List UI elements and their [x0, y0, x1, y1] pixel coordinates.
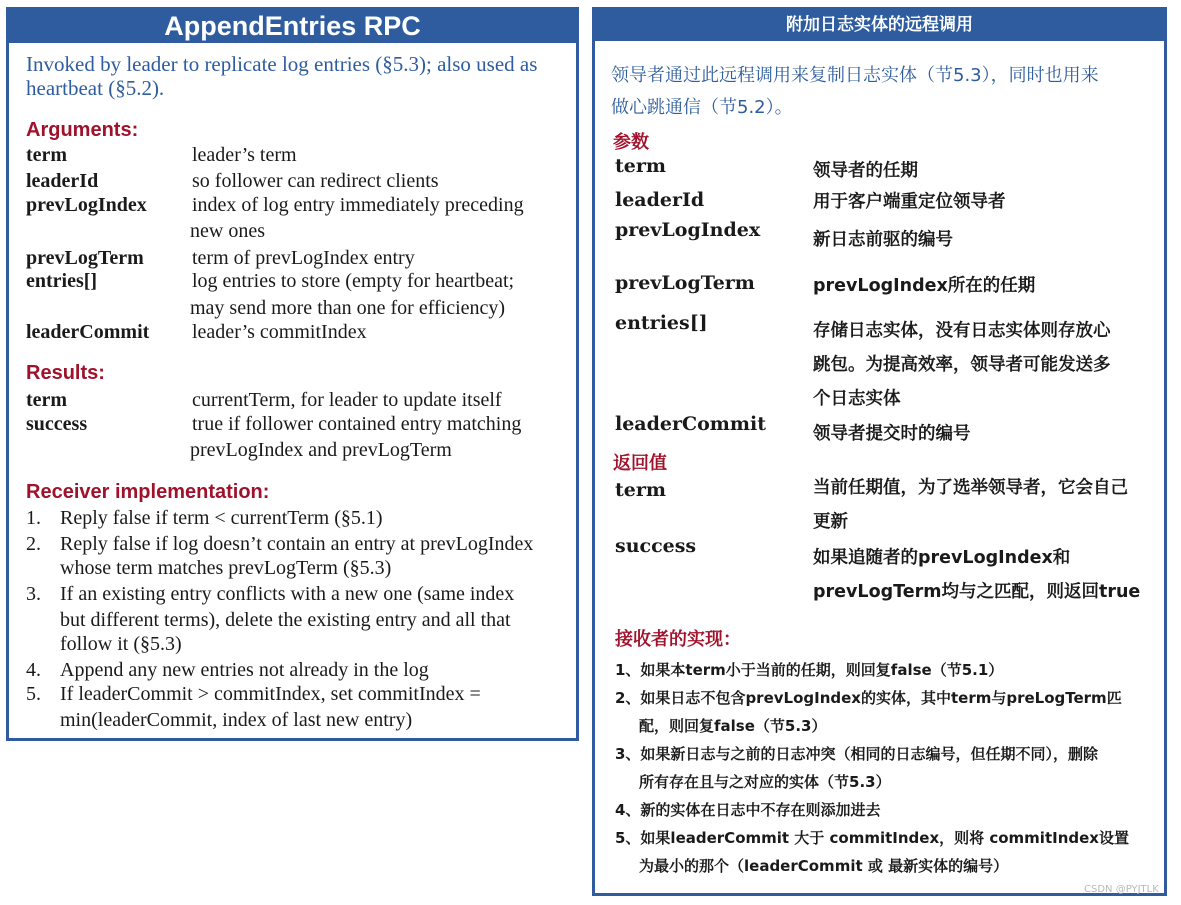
arg-prevlogindex-desc-2: new ones: [190, 220, 265, 242]
step-4-text: 4、新的实体在日志中不存在则添加进去: [615, 801, 881, 819]
arg-leadercommit-desc: leader’s commitIndex: [192, 321, 367, 343]
step-5-text-2: 为最小的那个（leaderCommit 或 最新实体的编号）: [639, 857, 1009, 875]
result-term-name: term: [26, 389, 68, 411]
arg-leadercommit-name: leaderCommit: [615, 413, 766, 435]
intro-line-2: 做心跳通信（节5.2）。: [611, 97, 793, 118]
result-success-desc-1: true if follower contained entry matching: [192, 413, 522, 435]
step-1-text: 1、如果本term小于当前的任期，则回复false（节5.1）: [615, 661, 1004, 679]
arguments-heading: Arguments:: [26, 119, 139, 141]
arguments-heading: 参数: [613, 132, 649, 153]
step-5-number: 5.: [26, 683, 41, 705]
step-2-number: 2.: [26, 533, 41, 555]
intro-line-1: Invoked by leader to replicate log entries (§5.3); also used as: [26, 52, 538, 76]
arg-entries-desc-2: 跳包。为提高效率，领导者可能发送多: [813, 355, 1111, 375]
step-2-text-2: 配，则回复false（节5.3）: [639, 717, 827, 735]
result-term-name: term: [615, 479, 666, 501]
intro-line-1: 领导者通过此远程调用来复制日志实体（节5.3），同时也用来: [611, 65, 1099, 86]
arg-prevlogterm-desc: term of prevLogIndex entry: [192, 247, 415, 269]
arg-term-name: term: [615, 155, 666, 177]
step-5-text-1: If leaderCommit > commitIndex, set commitIndex =: [60, 683, 481, 705]
result-success-desc-2: prevLogIndex and prevLogTerm: [190, 439, 452, 461]
result-success-name: success: [615, 535, 697, 557]
append-entries-chinese-panel: [592, 7, 1167, 896]
step-5-text-2: min(leaderCommit, index of last new entry): [60, 709, 413, 731]
step-3-text-3: follow it (§5.3): [60, 633, 182, 655]
result-success-desc-1: 如果追随者的prevLogIndex和: [813, 548, 1071, 568]
panel-title: AppendEntries RPC: [9, 10, 576, 43]
result-term-desc-1: 当前任期值，为了选举领导者，它会自己: [813, 478, 1128, 498]
step-5-text-1: 5、如果leaderCommit 大于 commitIndex，则将 commitIndex设置: [615, 829, 1129, 847]
arg-leaderid-desc: 用于客户端重定位领导者: [813, 192, 1006, 212]
panel-title: 附加日志实体的远程调用: [595, 10, 1164, 41]
append-entries-english-panel: [6, 7, 579, 741]
step-2-text-1: 2、如果日志不包含prevLogIndex的实体，其中term与preLogTerm匹: [615, 689, 1122, 707]
csdn-watermark: CSDN @PYJTLK: [1084, 884, 1159, 895]
result-success-name: success: [26, 413, 88, 435]
arg-term-name: term: [26, 144, 68, 166]
arg-entries-name: entries[]: [26, 270, 98, 292]
arg-leadercommit-name: leaderCommit: [26, 321, 150, 343]
arg-entries-desc-3: 个日志实体: [813, 389, 901, 409]
arg-prevlogterm-name: prevLogTerm: [615, 272, 755, 294]
result-term-desc-2: 更新: [813, 512, 848, 532]
arg-entries-desc-1: log entries to store (empty for heartbeat;: [192, 270, 515, 292]
results-heading: Results:: [26, 362, 105, 384]
arg-prevlogindex-desc: 新日志前驱的编号: [813, 230, 953, 250]
arg-prevlogindex-name: prevLogIndex: [615, 219, 761, 241]
arg-term-desc: leader’s term: [192, 144, 297, 166]
arg-leaderid-name: leaderId: [26, 170, 99, 192]
step-3-text-1: If an existing entry conflicts with a new one (same index: [60, 583, 515, 605]
arg-leadercommit-desc: 领导者提交时的编号: [813, 424, 971, 444]
arg-entries-desc-1: 存储日志实体，没有日志实体则存放心: [813, 321, 1111, 341]
result-success-desc-2: prevLogTerm均与之匹配，则返回true: [813, 582, 1141, 602]
arg-prevlogindex-name: prevLogIndex: [26, 194, 147, 216]
step-1-number: 1.: [26, 507, 41, 529]
arg-entries-name: entries[]: [615, 312, 708, 334]
step-2-text-1: Reply false if log doesn’t contain an entry at prevLogIndex: [60, 533, 534, 555]
step-3-text-2: but different terms), delete the existing entry and all that: [60, 609, 511, 631]
arg-entries-desc-2: may send more than one for efficiency): [190, 297, 506, 319]
intro-line-2: heartbeat (§5.2).: [26, 76, 165, 100]
arg-leaderid-desc: so follower can redirect clients: [192, 170, 439, 192]
results-heading: 返回值: [613, 453, 667, 474]
step-3-text-2: 所有存在且与之对应的实体（节5.3）: [639, 773, 891, 791]
step-1-text: Reply false if term < currentTerm (§5.1): [60, 507, 383, 529]
step-4-number: 4.: [26, 659, 41, 681]
step-3-text-1: 3、如果新日志与之前的日志冲突（相同的日志编号，但任期不同），删除: [615, 745, 1098, 763]
result-term-desc: currentTerm, for leader to update itself: [192, 389, 502, 411]
arg-prevlogterm-desc: prevLogIndex所在的任期: [813, 276, 1036, 296]
step-3-number: 3.: [26, 583, 41, 605]
receiver-heading: 接收者的实现：: [615, 629, 741, 650]
arg-leaderid-name: leaderId: [615, 189, 705, 211]
receiver-heading: Receiver implementation:: [26, 481, 270, 503]
arg-prevlogterm-name: prevLogTerm: [26, 247, 144, 269]
step-2-text-2: whose term matches prevLogTerm (§5.3): [60, 557, 392, 579]
step-4-text: Append any new entries not already in the log: [60, 659, 429, 681]
arg-term-desc: 领导者的任期: [813, 161, 918, 181]
arg-prevlogindex-desc-1: index of log entry immediately preceding: [192, 194, 524, 216]
